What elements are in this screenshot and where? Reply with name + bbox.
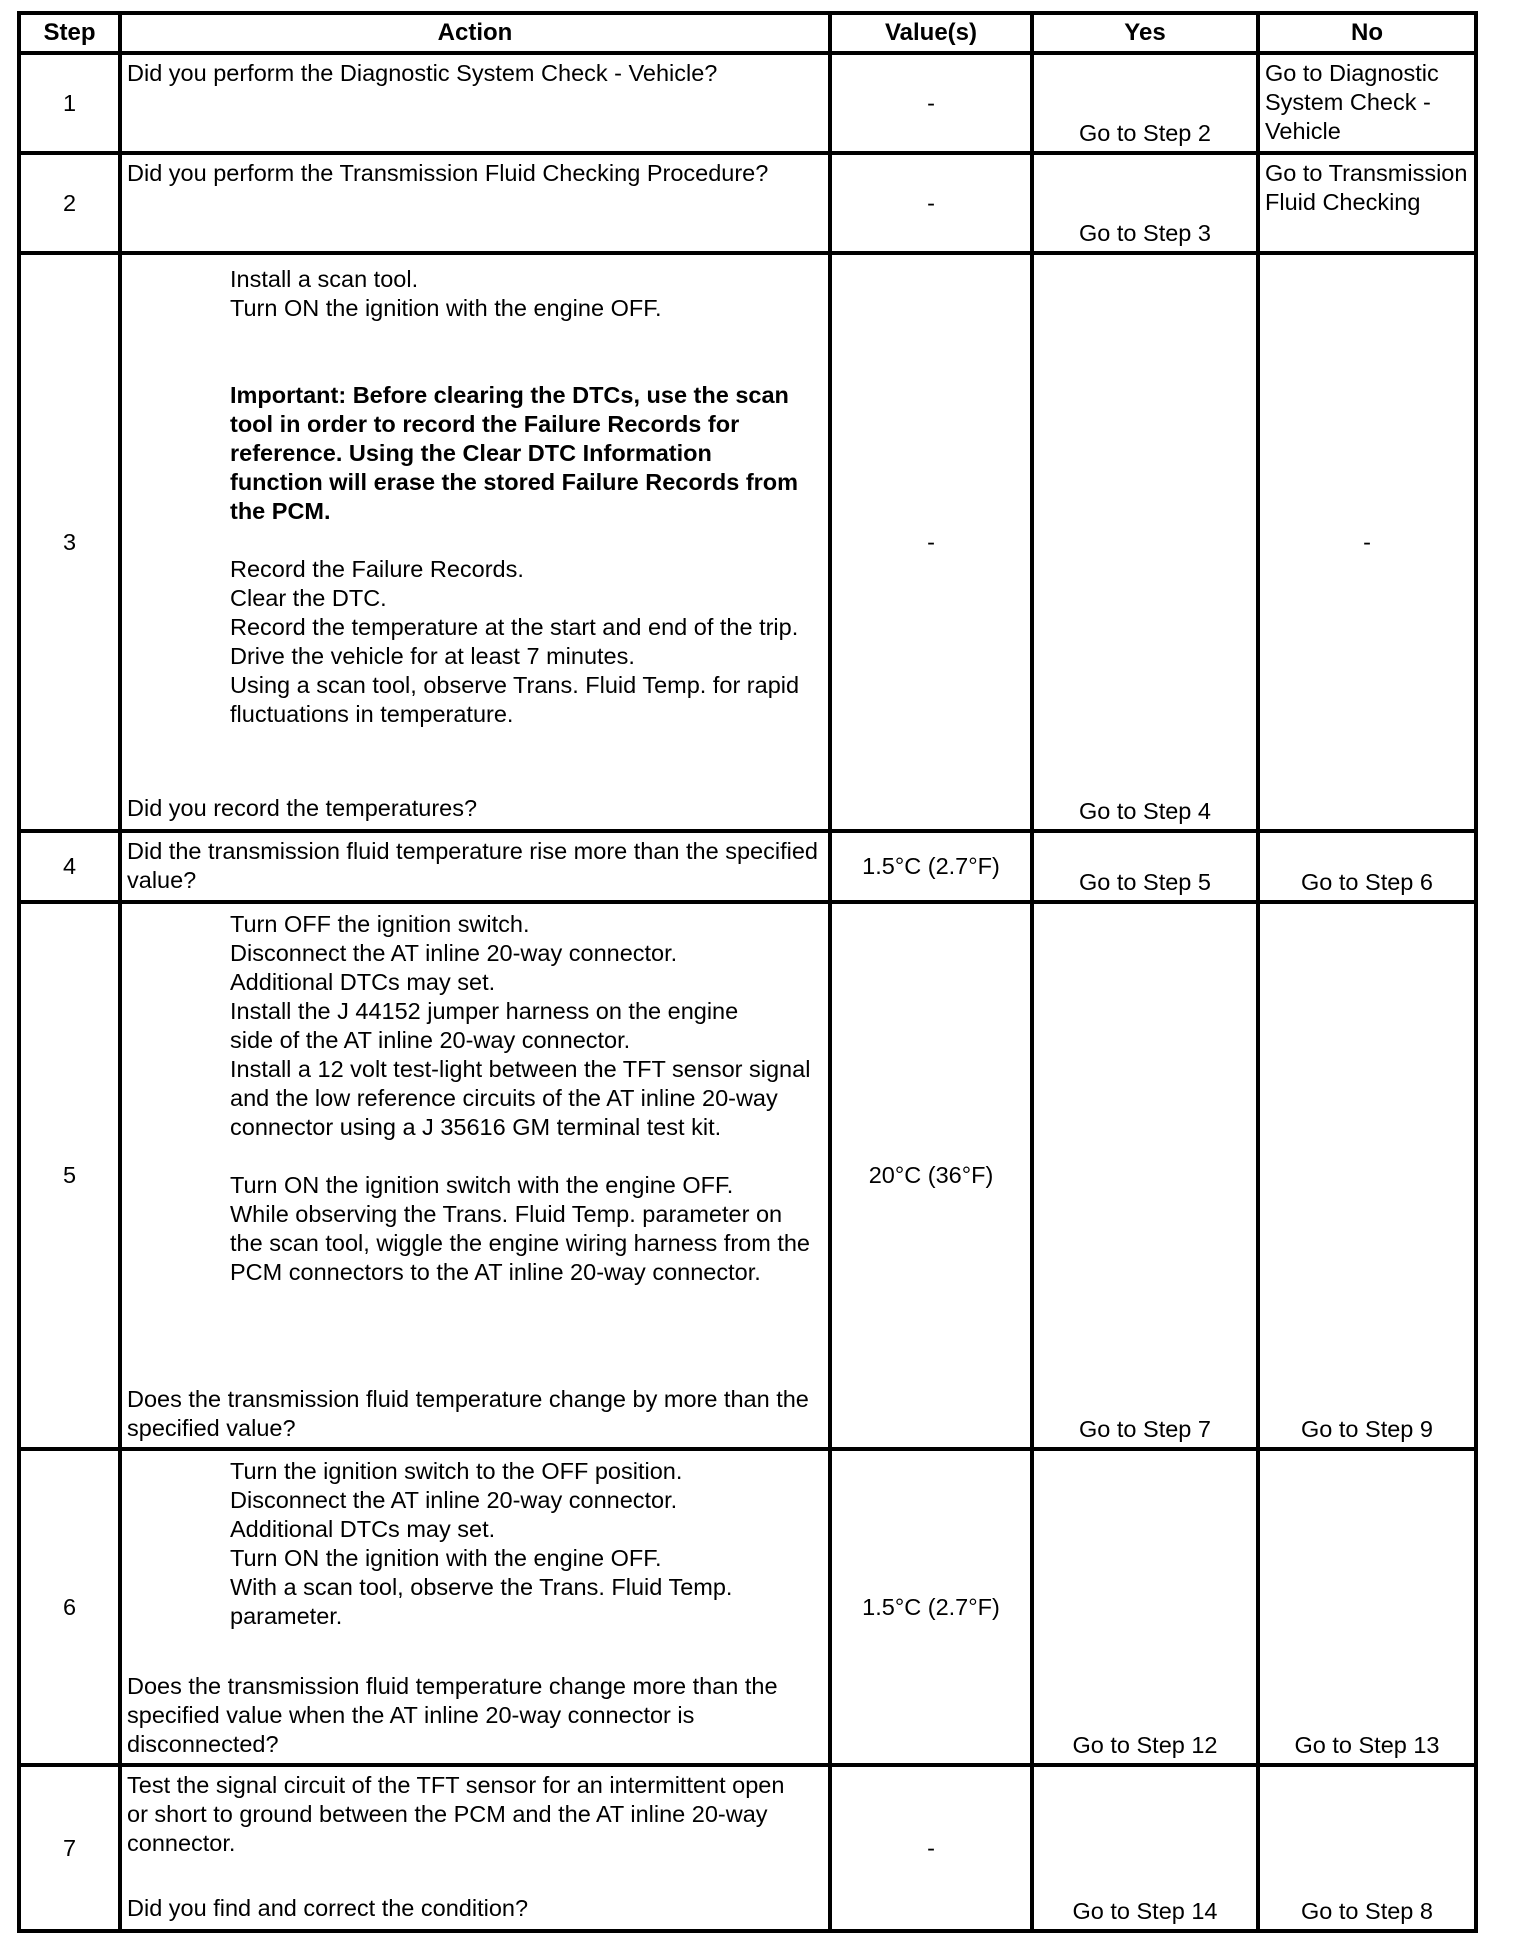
instruction-item: Disconnect the AT inline 20-way connector. Additional DTCs may set. [230, 940, 678, 995]
header-action: Action [120, 13, 830, 53]
value-cell: - [830, 53, 1032, 153]
action-question: Did you perform the Diagnostic System Check - Vehicle? [127, 60, 718, 86]
yes-cell: Go to Step 14 [1032, 1765, 1258, 1931]
table-row [19, 1449, 1476, 1765]
yes-cell: Go to Step 12 [1032, 1449, 1258, 1765]
table-row [19, 253, 1476, 831]
instruction-list [127, 265, 824, 323]
no-cell: - [1258, 253, 1476, 831]
step-number: 2 [19, 153, 120, 253]
action-cell [120, 902, 830, 1449]
instruction-item: Turn the ignition switch to the OFF position. [230, 1458, 683, 1484]
instruction-list [127, 1457, 824, 1631]
header-no: No [1258, 13, 1476, 53]
action-question: Does the transmission fluid temperature change by more than the specified value? [127, 1386, 809, 1441]
no-cell: Go to Step 9 [1258, 902, 1476, 1449]
yes-cell: Go to Step 7 [1032, 902, 1258, 1449]
action-cell [120, 1449, 830, 1765]
instruction-item: Record the Failure Records. [230, 556, 524, 582]
action-question: Did the transmission fluid temperature rise more than the specified value? [127, 838, 818, 893]
table-row [19, 902, 1476, 1449]
instruction-item: Disconnect the AT inline 20-way connector. Additional DTCs may set. [230, 1487, 678, 1542]
action-question: Did you find and correct the condition? [127, 1895, 529, 1921]
table-row [19, 1765, 1476, 1931]
table-row [19, 153, 1476, 253]
instruction-item: Turn ON the ignition with the engine OFF. [230, 1545, 662, 1571]
step-number: 4 [19, 831, 120, 902]
instruction-item: Install a scan tool. [230, 266, 419, 292]
instruction-list [127, 1171, 824, 1287]
yes-cell: Go to Step 4 [1032, 253, 1258, 831]
yes-cell: Go to Step 2 [1032, 53, 1258, 153]
header-step: Step [19, 13, 120, 53]
step-number: 1 [19, 53, 120, 153]
value-cell: 20°C (36°F) [830, 902, 1032, 1449]
value-cell: - [830, 1765, 1032, 1931]
header-values: Value(s) [830, 13, 1032, 53]
step-number: 5 [19, 902, 120, 1449]
important-note: Important: Before clearing the DTCs, use the scan tool in order to record the Failure Records for reference. Using the Clear DTC Information function will erase the stored Failure Records from the PCM. [230, 382, 799, 524]
no-cell: Go to Step 8 [1258, 1765, 1476, 1931]
no-cell: Go to Step 6 [1258, 831, 1476, 902]
no-cell: Go to Step 13 [1258, 1449, 1476, 1765]
action-question: Did you perform the Transmission Fluid Checking Procedure? [127, 160, 769, 186]
action-cell [120, 1765, 830, 1931]
header-yes: Yes [1032, 13, 1258, 53]
yes-cell: Go to Step 3 [1032, 153, 1258, 253]
action-statement: Test the signal circuit of the TFT sensor for an intermittent open or short to ground between the PCM and the AT inline 20-way connector. [127, 1772, 785, 1856]
no-cell: Go to Transmission Fluid Checking [1258, 153, 1476, 253]
instruction-item: Record the temperature at the start and end of the trip. [230, 614, 799, 640]
step-number: 6 [19, 1449, 120, 1765]
instruction-item: Using a scan tool, observe Trans. Fluid Temp. for rapid fluctuations in temperature. [230, 672, 800, 727]
no-cell: Go to Diagnostic System Check - Vehicle [1258, 53, 1476, 153]
instruction-item: While observing the Trans. Fluid Temp. parameter on the scan tool, wiggle the engine wiring harness from the PCM connectors to the AT inline 20-way connector. [230, 1201, 810, 1285]
diagnostic-table [17, 11, 1478, 1933]
action-cell [120, 153, 830, 253]
instruction-item: Turn ON the ignition with the engine OFF. [230, 295, 662, 321]
instruction-item: With a scan tool, observe the Trans. Fluid Temp. parameter. [230, 1574, 733, 1629]
table-row [19, 53, 1476, 153]
value-cell: 1.5°C (2.7°F) [830, 1449, 1032, 1765]
instruction-item: Install the J 44152 jumper harness on the engine side of the AT inline 20-way connector. [230, 998, 739, 1053]
action-question: Does the transmission fluid temperature change more than the specified value when the AT inline 20-way connector is disconnected? [127, 1673, 778, 1757]
yes-cell: Go to Step 5 [1032, 831, 1258, 902]
action-cell [120, 253, 830, 831]
instruction-item: Turn ON the ignition switch with the engine OFF. [230, 1172, 734, 1198]
value-cell: 1.5°C (2.7°F) [830, 831, 1032, 902]
instruction-item: Clear the DTC. [230, 585, 387, 611]
table-row [19, 831, 1476, 902]
value-cell: - [830, 153, 1032, 253]
step-number: 3 [19, 253, 120, 831]
instruction-list [127, 555, 824, 729]
instruction-item: Install a 12 volt test-light between the TFT sensor signal and the low reference circuits of the AT inline 20-way connector using a J 35616 GM terminal test kit. [230, 1056, 811, 1140]
header-row [19, 13, 1476, 53]
step-number: 7 [19, 1765, 120, 1931]
instruction-item: Turn OFF the ignition switch. [230, 911, 530, 937]
instruction-item: Drive the vehicle for at least 7 minutes. [230, 643, 635, 669]
action-cell [120, 53, 830, 153]
action-question: Did you record the temperatures? [127, 795, 478, 821]
value-cell: - [830, 253, 1032, 831]
action-cell [120, 831, 830, 902]
instruction-list [127, 910, 824, 1142]
